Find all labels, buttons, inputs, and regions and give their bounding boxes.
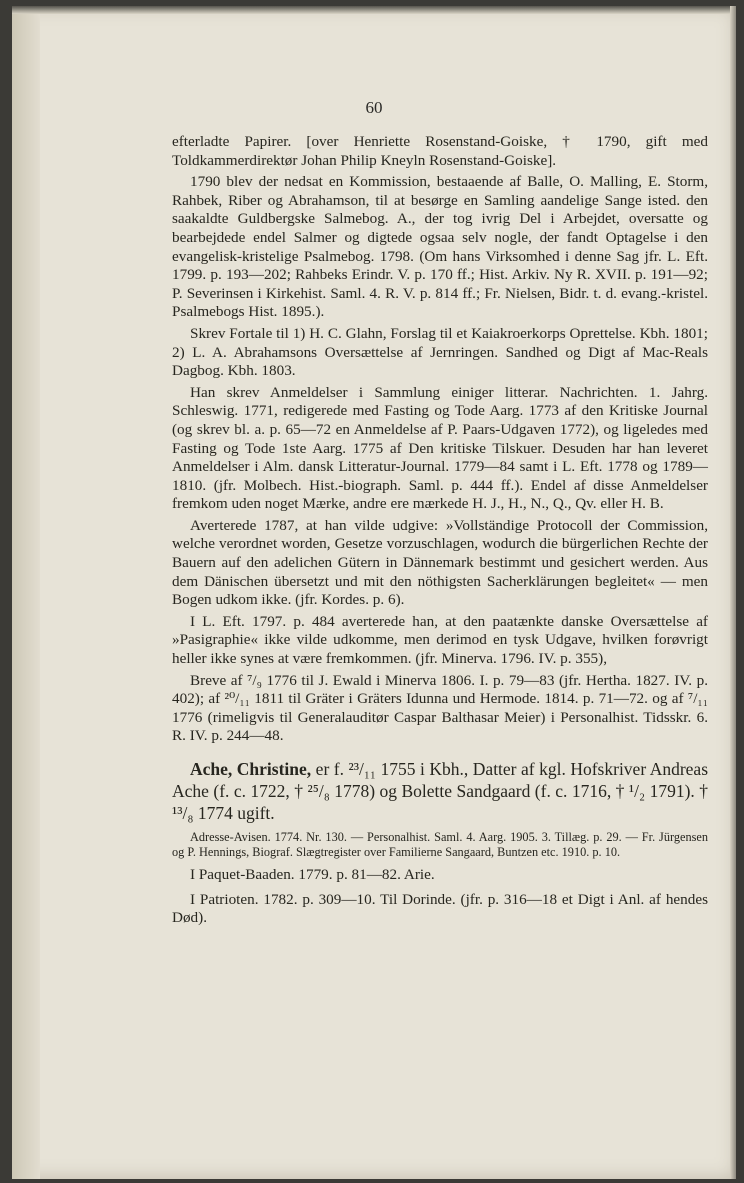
paragraph: Averterede 1787, at han vilde udgive: »Vollständige Protocoll der Commission, welche verordnet worden, Gesetze vorzuschlagen, wodurch die bürgerlichen Rechte der Bauern auf den adelichen Gütern in Dännemark bestimmt und gesichert werden. Aus dem Dänischen übersetzt und mit den nöthigsten Sacherklärungen begleitet« — men Bogen udkom ikke. (jfr. Kordes. p. 6). <box>172 516 708 609</box>
page-number: 60 <box>365 98 383 117</box>
text-body <box>172 133 708 928</box>
page-spine-shadow <box>12 6 40 1179</box>
biography-entry <box>172 758 708 824</box>
paragraph: Breve af ⁷/₉ 1776 til J. Ewald i Minerva 1806. I. p. 79—83 (jfr. Hertha. 1827. IV. p. 402); af ²⁰/₁₁ 1811 til Gräter i Gräters Idunna und Hermode. 1814. p. 71—72. og af ⁷/₁₁ 1776 (rimeligvis til Generalauditør Caspar Balthasar Meier) i Personalhist. Tidsskr. 6. R. IV. p. 244—48. <box>172 671 708 745</box>
paragraph: efterladte Papirer. [over Henriette Rosenstand-Goiske, † 1790, gift med Toldkammerdirektør Johan Philip Kneyln Rosenstand-Goiske]. <box>172 133 708 169</box>
paragraph: Han skrev Anmeldelser i Sammlung einiger litterar. Nachrichten. 1. Jahrg. Schleswig. 1771, redigerede med Fasting og Tode Aarg. 1773 af den Kritiske Journal (og skrev bl. a. p. 65—72 en Anmeldelse af P. Paars-Udgaven 1772), og ligeledes med Fasting og Tode 1ste Aarg. 1775 af Den kritiske Tilskuer. Desuden har han leveret Anmeldelser i Alm. dansk Litteratur-Journal. 1779—84 samt i L. Eft. 1778 og 1789—1810. (jfr. Molbech. Hist.-biograph. Saml. p. 444 ff.). Endel af disse Anmeldelser fremkom uden noget Mærke, andre ere mærkede H. J., H., N., Q., Qv. eller H. B. <box>172 383 708 513</box>
page-top-edge <box>12 6 736 14</box>
page-right-edge <box>730 6 736 1179</box>
entry-text: er f. ²³/₁₁ 1755 i Kbh., Datter af kgl. Hofskriver Andreas Ache (f. c. 1722, † ²⁵/₈ 1778) og Bolette Sandgaard (f. c. 1716, † ¹/₂ 1791). † ¹³/₈ 1774 ugift. <box>172 759 709 823</box>
paragraph: Skrev Fortale til 1) H. C. Glahn, Forslag til et Kaiakroerkorps Oprettelse. Kbh. 1801; 2) L. A. Abrahamsons Oversættelse af Jernringen. Sandhed og Digt af Mac-Reals Dagbog. Kbh. 1803. <box>172 324 708 380</box>
book-page <box>12 6 736 1179</box>
paragraph: I L. Eft. 1797. p. 484 averterede han, at den paatænkte danske Oversættelse af »Pasigraphie« ikke vilde udkomme, men derimod en tysk Udgave, hvilken forøvrigt heller ikke synes at være fremkommen. (jfr. Minerva. 1796. IV. p. 355), <box>172 612 708 668</box>
paragraph: 1790 blev der nedsat en Kommission, bestaaende af Balle, O. Malling, E. Storm, Rahbek, Riber og Abrahamson, til at besørge en Samling aandelige Sange isted. den saakaldte Guldbergske Salmebog. A., der tog ivrig Del i Arbejdet, oversatte og bearbejdede endel Salmer og digtede ogsaa selv nogle, der fandt Optagelse i den evangelisk-kristelige Psalmebog. 1798. (Om hans Virksomhed i denne Sag jfr. L. Eft. 1799. p. 193—202; Rahbeks Erindr. V. p. 170 ff.; Hist. Arkiv. Ny R. XVII. p. 191—92; P. Severinsen i Kirkehist. Saml. 4. R. V. p. 814 ff.; Fr. Nielsen, Bidr. t. d. evang.-kristel. Psalmebogs Hist. 1895.). <box>172 173 708 321</box>
source-note: Adresse-Avisen. 1774. Nr. 130. — Personalhist. Saml. 4. Aarg. 1905. 3. Tillæg. p. 29. — Fr. Jürgensen og P. Hennings, Biograf. Slægtregister over Familierne Sangaard, Buntzen etc. 1910. p. 10. <box>172 830 708 859</box>
work-item: I Patrioten. 1782. p. 309—10. Til Dorinde. (jfr. p. 316—18 et Digt i Anl. af hendes Død). <box>172 890 708 927</box>
work-item: I Paquet-Baaden. 1779. p. 81—82. Arie. <box>190 866 435 883</box>
entry-name: Ache, Christine, <box>190 759 312 779</box>
